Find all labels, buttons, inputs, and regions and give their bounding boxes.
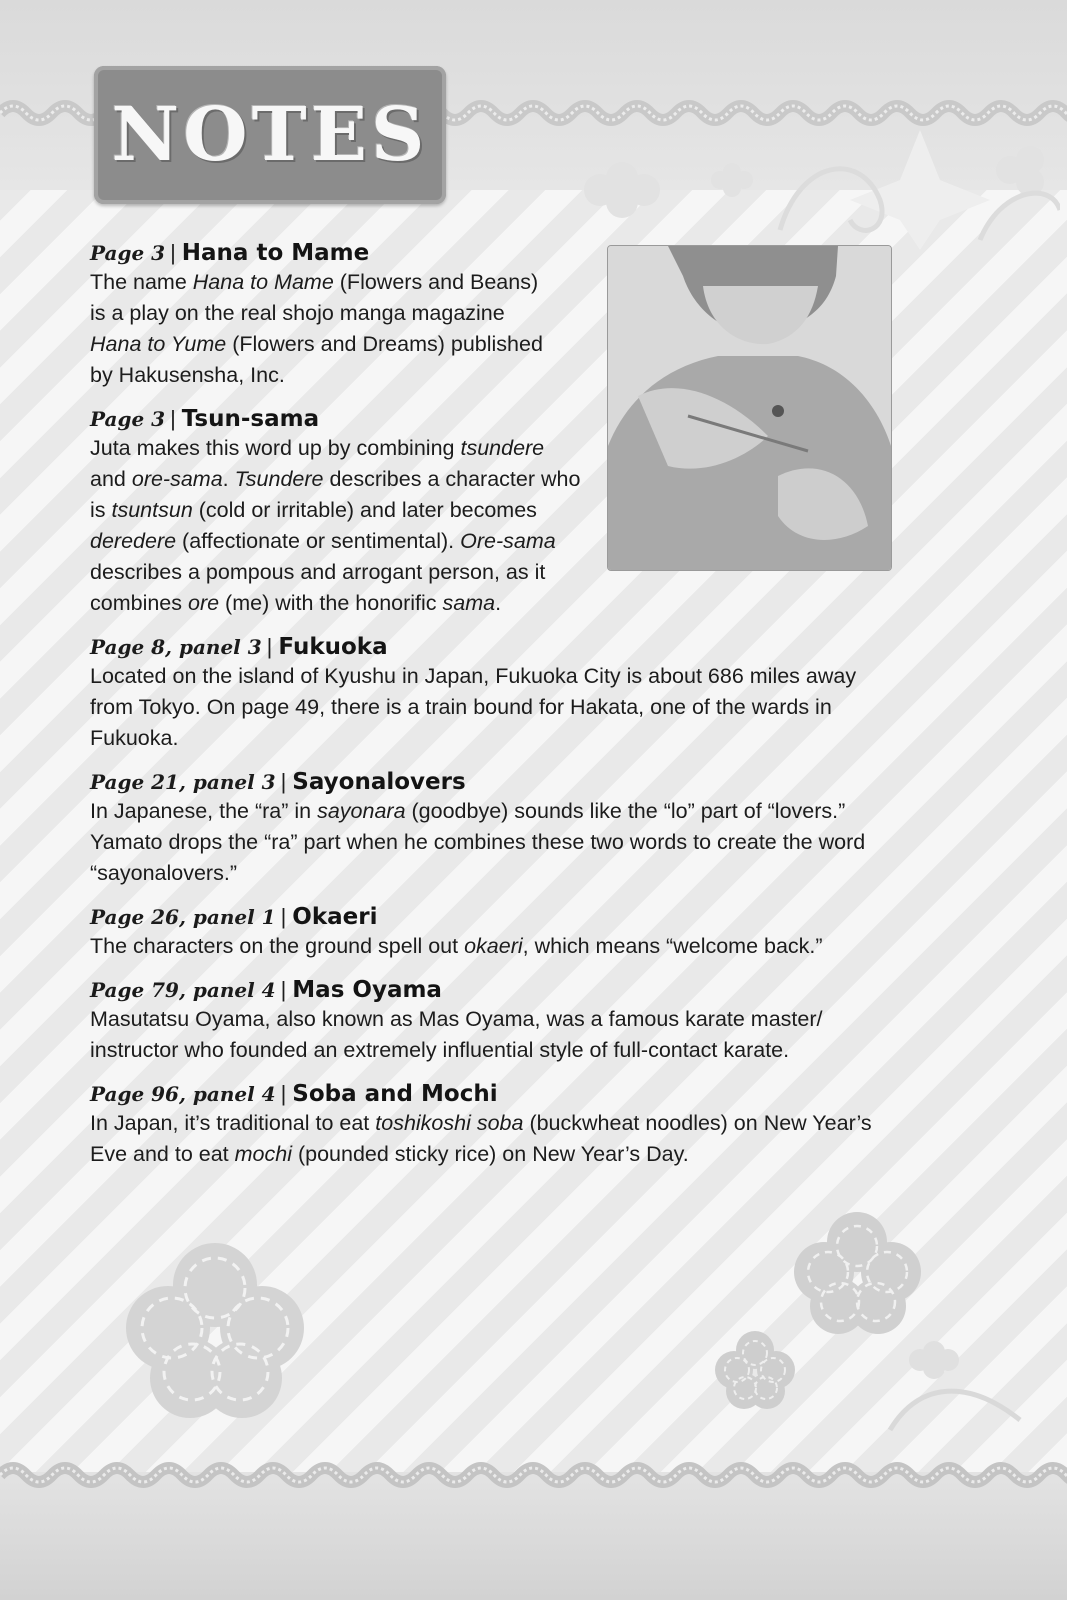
note-text-line <box>90 1139 900 1170</box>
text-run: The characters on the ground spell out <box>90 934 465 958</box>
separator: | <box>280 1081 287 1106</box>
felt-flower-small <box>713 1330 798 1410</box>
note-text-line <box>90 588 600 619</box>
note-body <box>90 267 900 391</box>
page-reference: Page 96, panel 4 <box>90 1082 276 1106</box>
italic-term: Tsundere <box>234 467 324 491</box>
note-text-line <box>90 298 600 329</box>
text-run: (me) with the honorific <box>219 591 443 615</box>
separator: | <box>280 904 287 929</box>
note-heading <box>90 632 900 661</box>
note-body <box>90 661 900 754</box>
text-run: (pounded sticky rice) on New Year’s Day. <box>292 1142 689 1166</box>
text-run: (Flowers and Beans) <box>333 270 539 294</box>
italic-term: Hana to Yume <box>90 332 227 356</box>
note-text-line <box>90 931 900 962</box>
text-run: In Japan, it’s traditional to eat <box>90 1111 376 1135</box>
separator: | <box>170 240 176 265</box>
flower-flourish-decoration <box>560 120 1060 250</box>
note-text-line <box>90 661 900 692</box>
separator: | <box>280 977 287 1002</box>
note-text-line <box>90 827 900 858</box>
text-run: “sayonalovers.” <box>90 861 237 885</box>
notes-list <box>90 238 900 1183</box>
note-text-line <box>90 329 600 360</box>
page-reference: Page 3 <box>90 241 166 265</box>
note-heading <box>90 404 900 433</box>
note-heading <box>90 767 900 796</box>
note-topic: Okaeri <box>292 904 378 930</box>
note-text-line <box>90 360 600 391</box>
text-run: describes a character who <box>323 467 581 491</box>
note-body <box>90 433 900 619</box>
text-run: . <box>222 467 235 491</box>
note-body <box>90 931 900 962</box>
note-topic: Hana to Mame <box>181 240 370 266</box>
note-text-line <box>90 495 600 526</box>
text-run: Eve and to eat <box>90 1142 235 1166</box>
note-text-line <box>90 557 600 588</box>
italic-term: toshikoshi soba <box>375 1111 524 1135</box>
italic-term: Ore-sama <box>460 529 556 553</box>
flower-flourish-bottom <box>880 1330 1030 1440</box>
page-title: NOTES <box>111 92 429 178</box>
page-reference: Page 8, panel 3 <box>90 635 262 659</box>
text-run: Juta makes this word up by combining <box>90 436 461 460</box>
italic-term: tsuntsun <box>111 498 193 522</box>
note-heading <box>90 1079 900 1108</box>
italic-term: mochi <box>234 1142 292 1166</box>
text-run: is a play on the real shojo manga magazine <box>90 301 505 325</box>
note-okaeri <box>90 902 900 962</box>
note-text-line <box>90 796 900 827</box>
footer-band <box>0 1472 1067 1600</box>
page-reference: Page 3 <box>90 407 166 431</box>
note-heading <box>90 902 900 931</box>
note-topic: Mas Oyama <box>292 977 442 1003</box>
text-run: from Tokyo. On page 49, there is a train bound for Hakata, one of the wards in <box>90 695 832 719</box>
italic-term: deredere <box>90 529 177 553</box>
note-text-line <box>90 1004 900 1035</box>
text-run: In Japanese, the “ra” in <box>90 799 318 823</box>
rickrack-trim-bottom <box>0 1462 1067 1488</box>
italic-term: Hana to Mame <box>192 270 334 294</box>
text-run: Located on the island of Kyushu in Japan, Fukuoka City is about 686 miles away <box>90 664 857 688</box>
page-reference: Page 26, panel 1 <box>90 905 276 929</box>
text-run: (buckwheat noodles) on New Year’s <box>523 1111 872 1135</box>
note-text-line <box>90 464 600 495</box>
separator: | <box>170 406 176 431</box>
note-text-line <box>90 1108 900 1139</box>
page-reference: Page 79, panel 4 <box>90 978 276 1002</box>
note-topic: Sayonalovers <box>292 769 466 795</box>
note-topic: Tsun-sama <box>181 406 320 432</box>
text-run: (Flowers and Dreams) published <box>226 332 543 356</box>
text-run: (goodbye) sounds like the “lo” part of “lovers.” <box>405 799 846 823</box>
felt-flower-right <box>790 1210 925 1335</box>
text-run: (cold or irritable) and later becomes <box>192 498 537 522</box>
note-hana-to-mame <box>90 238 900 391</box>
notes-title-plate <box>94 66 446 204</box>
note-text-line <box>90 723 900 754</box>
note-sayonalovers <box>90 767 900 889</box>
italic-term: ore <box>188 591 220 615</box>
page-reference: Page 21, panel 3 <box>90 770 276 794</box>
note-text-line <box>90 1035 900 1066</box>
note-mas-oyama <box>90 975 900 1066</box>
note-body <box>90 1108 900 1170</box>
text-run: combines <box>90 591 188 615</box>
text-run: describes a pompous and arrogant person, as it <box>90 560 546 584</box>
text-run: is <box>90 498 112 522</box>
note-text-line <box>90 267 600 298</box>
note-fukuoka <box>90 632 900 754</box>
note-topic: Soba and Mochi <box>292 1081 498 1107</box>
separator: | <box>280 769 287 794</box>
note-text-line <box>90 433 600 464</box>
text-run: by Hakusensha, Inc. <box>90 363 285 387</box>
italic-term: sama <box>442 591 496 615</box>
note-text-line <box>90 526 600 557</box>
note-heading <box>90 238 900 267</box>
text-run: instructor who founded an extremely influential style of full-contact karate. <box>90 1038 790 1062</box>
note-tsun-sama <box>90 404 900 619</box>
note-heading <box>90 975 900 1004</box>
italic-term: ore-sama <box>131 467 223 491</box>
note-text-line <box>90 858 900 889</box>
italic-term: sayonara <box>317 799 406 823</box>
text-run: Masutatsu Oyama, also known as Mas Oyama, was a famous karate master/ <box>90 1007 823 1031</box>
text-run: The name <box>90 270 193 294</box>
text-run: , which means “welcome back.” <box>522 934 823 958</box>
felt-flower-large-left <box>120 1240 310 1420</box>
text-run: Yamato drops the “ra” part when he combines these two words to create the word <box>90 830 866 854</box>
text-run: Fukuoka. <box>90 726 179 750</box>
note-body <box>90 1004 900 1066</box>
separator: | <box>266 634 273 659</box>
text-run: . <box>495 591 502 615</box>
note-text-line <box>90 692 900 723</box>
text-run: (affectionate or sentimental). <box>176 529 461 553</box>
note-topic: Fukuoka <box>278 634 388 660</box>
italic-term: tsundere <box>460 436 545 460</box>
text-run: and <box>90 467 132 491</box>
note-soba-and-mochi <box>90 1079 900 1170</box>
note-body <box>90 796 900 889</box>
italic-term: okaeri <box>464 934 523 958</box>
